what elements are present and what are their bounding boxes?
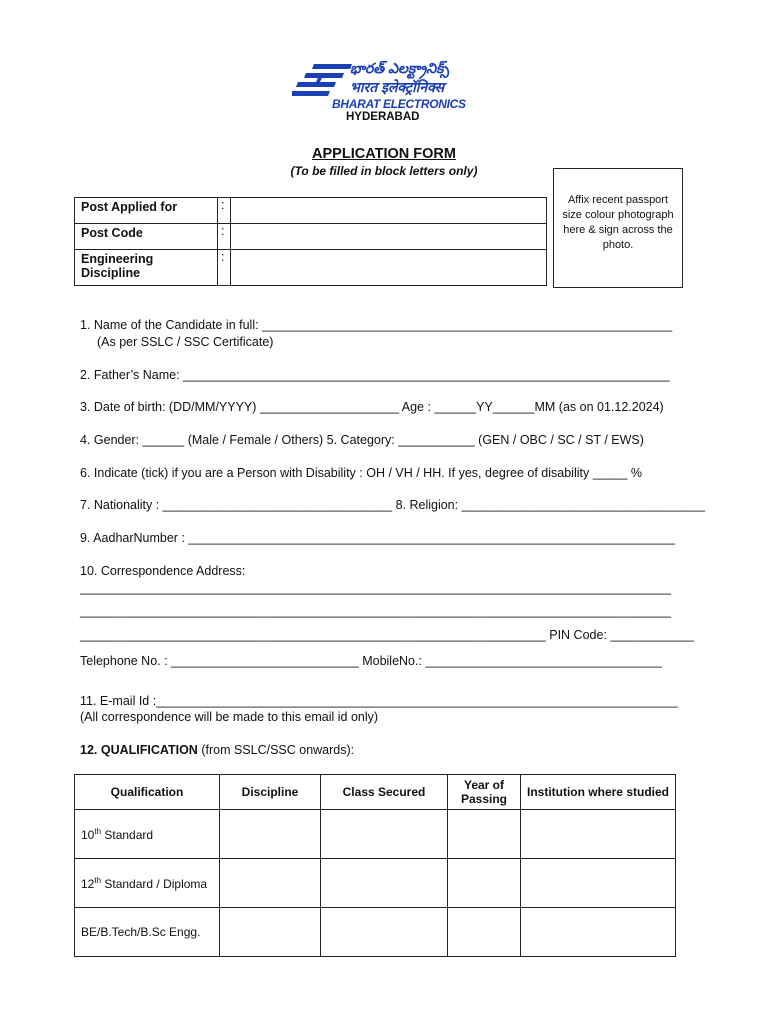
aadhar-field[interactable]: 9. AadharNumber : ______________________________________________________________________ [80,531,676,545]
candidate-name-note: (As per SSLC / SSC Certificate) [97,335,274,349]
table-cell[interactable] [321,810,448,859]
post-applied-label: Post Applied for [75,198,218,224]
row-label-base: BE/B.Tech/B.Sc Engg. [81,925,201,939]
address-label: 10. Correspondence Address: [80,564,246,578]
header-class-secured: Class Secured [321,775,448,810]
engineering-discipline-input[interactable] [231,250,547,286]
email-note: (All correspondence will be made to this email id only) [80,710,379,724]
table-row [75,198,547,224]
qualification-table [74,774,676,957]
post-applied-input[interactable] [231,198,547,224]
dob-age-field[interactable]: 3. Date of birth: (DD/MM/YYYY) ____________________ Age : ______YY______MM (as on 01.12.2024) [80,400,664,414]
header-qualification: Qualification [75,775,220,810]
table-cell[interactable] [521,810,676,859]
address-line-2[interactable]: _____________________________________________________________________________________ [80,604,671,618]
address-line-1[interactable]: _____________________________________________________________________________________ [80,581,671,595]
table-row [75,224,547,250]
colon: : [218,250,231,286]
table-cell[interactable] [521,908,676,957]
logo-english-text: BHARAT ELECTRONICS [332,97,466,111]
candidate-name-field[interactable]: 1. Name of the Candidate in full: ___________________________________________________________ [80,318,673,332]
table-row [75,859,676,908]
table-cell[interactable] [321,908,448,957]
header-discipline: Discipline [220,775,321,810]
qualification-heading-bold: 12. QUALIFICATION [80,743,198,757]
telephone-mobile-field[interactable]: Telephone No. : ___________________________ MobileNo.: __________________________________ [80,654,662,668]
table-cell[interactable] [521,859,676,908]
table-cell[interactable] [220,908,321,957]
colon: : [218,198,231,224]
row-label-base: 12 [81,876,95,891]
table-cell[interactable] [448,859,521,908]
row-label-12th [75,859,220,908]
row-label-be [75,908,220,957]
father-name-field[interactable]: 2. Father’s Name: ______________________________________________________________________ [80,368,670,382]
row-label-rest: Standard [101,827,154,842]
post-code-input[interactable] [231,224,547,250]
row-label-sup: th [94,826,102,836]
table-cell[interactable] [220,810,321,859]
post-table [74,197,547,286]
table-cell[interactable] [321,859,448,908]
table-row [75,250,547,286]
qualification-heading-rest: (from SSLC/SSC onwards): [197,743,355,757]
gender-category-field[interactable]: 4. Gender: ______ (Male / Female / Others) 5. Category: ___________ (GEN / OBC / SC / ST / EWS) [80,433,644,447]
table-cell[interactable] [220,859,321,908]
form-title: APPLICATION FORM [312,146,456,162]
nationality-religion-field[interactable]: 7. Nationality : _________________________________ 8. Religion: ___________________________________ [80,498,705,512]
post-code-label: Post Code [75,224,218,250]
row-label-sup: th [94,875,102,885]
city-name: HYDERABAD [346,111,420,123]
colon: : [218,224,231,250]
table-cell[interactable] [448,908,521,957]
disability-field[interactable]: 6. Indicate (tick) if you are a Person with Disability : OH / VH / HH. If yes, degree of disability _____ % [80,466,643,480]
bel-emblem-icon [292,60,352,100]
header-institution: Institution where studied [521,775,676,810]
header-year-of-passing: Year of Passing [448,775,521,810]
table-row [75,908,676,957]
engineering-discipline-label: Engineering Discipline [75,250,218,286]
address-line-3-pincode[interactable]: ___________________________________________________________________ PIN Code: ____________ [80,628,694,642]
form-subtitle: (To be filled in block letters only) [290,164,478,178]
logo-hindi-text: भारत इलेक्ट्रॉनिक्स [350,79,445,95]
row-label-base: 10 [81,827,95,842]
table-row [75,810,676,859]
table-header-row [75,775,676,810]
logo-telugu-text: భారత్ ఎలక్ట్రానిక్స్ [350,60,450,76]
row-label-rest: Standard / Diploma [101,876,208,891]
photo-box[interactable]: Affix recent passport size colour photograph here & sign across the photo. [553,168,683,288]
table-cell[interactable] [448,810,521,859]
row-label-10th [75,810,220,859]
email-field[interactable]: 11. E-mail Id :___________________________________________________________________________ [80,694,678,708]
qualification-heading [80,743,354,757]
